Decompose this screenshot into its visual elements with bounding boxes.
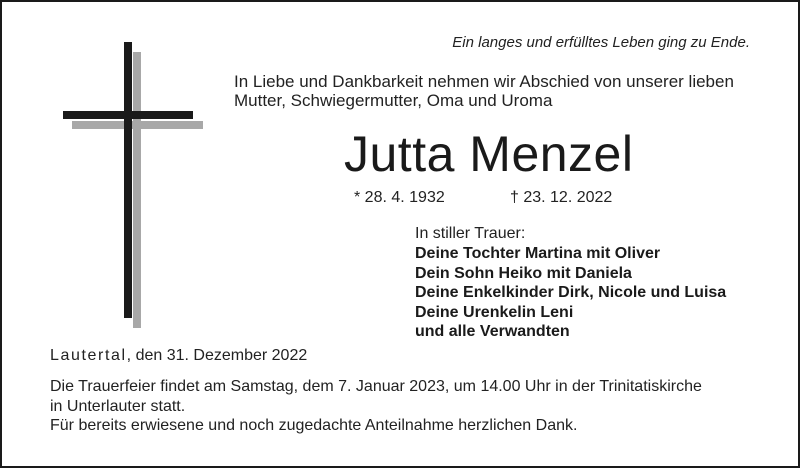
motto-text: Ein langes und erfülltes Leben ging zu Ende.: [452, 34, 750, 51]
deceased-name: Jutta Menzel: [344, 126, 634, 182]
mourner-item: Deine Enkelkinder Dirk, Nicole und Luisa: [415, 284, 727, 301]
thanks-text: Für bereits erwiesene und noch zugedachte Anteilnahme herzlichen Dank.: [50, 417, 578, 434]
birth-date: * 28. 4. 1932: [354, 189, 445, 206]
cross-shadow: [72, 52, 203, 328]
mourner-item: Deine Urenkelin Leni: [415, 303, 574, 321]
mourner-item: und alle Verwandten: [415, 323, 570, 340]
intro-text: [234, 72, 774, 110]
mourner-item: Dein Sohn Heiko mit Daniela: [415, 264, 632, 282]
intro-line: In Liebe und Dankbarkeit nehmen wir Abschied von unserer lieben: [234, 72, 734, 91]
service-line: in Unterlauter statt.: [50, 397, 186, 415]
intro-line: Mutter, Schwiegermutter, Oma und Uroma: [234, 91, 553, 110]
date-text: , den 31. Dezember 2022: [126, 347, 308, 364]
mourners-list: [415, 244, 726, 342]
mourning-label: In stiller Trauer:: [415, 225, 526, 242]
place-and-date: [50, 347, 307, 365]
cross-foreground: [63, 42, 193, 318]
death-date: † 23. 12. 2022: [510, 189, 613, 206]
mourner-item: Deine Tochter Martina mit Oliver: [415, 245, 661, 262]
service-line: Die Trauerfeier findet am Samstag, dem 7. Januar 2023, um 14.00 Uhr in der Trinitatiskirche: [50, 378, 702, 395]
funeral-service-info: [50, 377, 770, 416]
place-name: Lautertal: [50, 347, 127, 364]
